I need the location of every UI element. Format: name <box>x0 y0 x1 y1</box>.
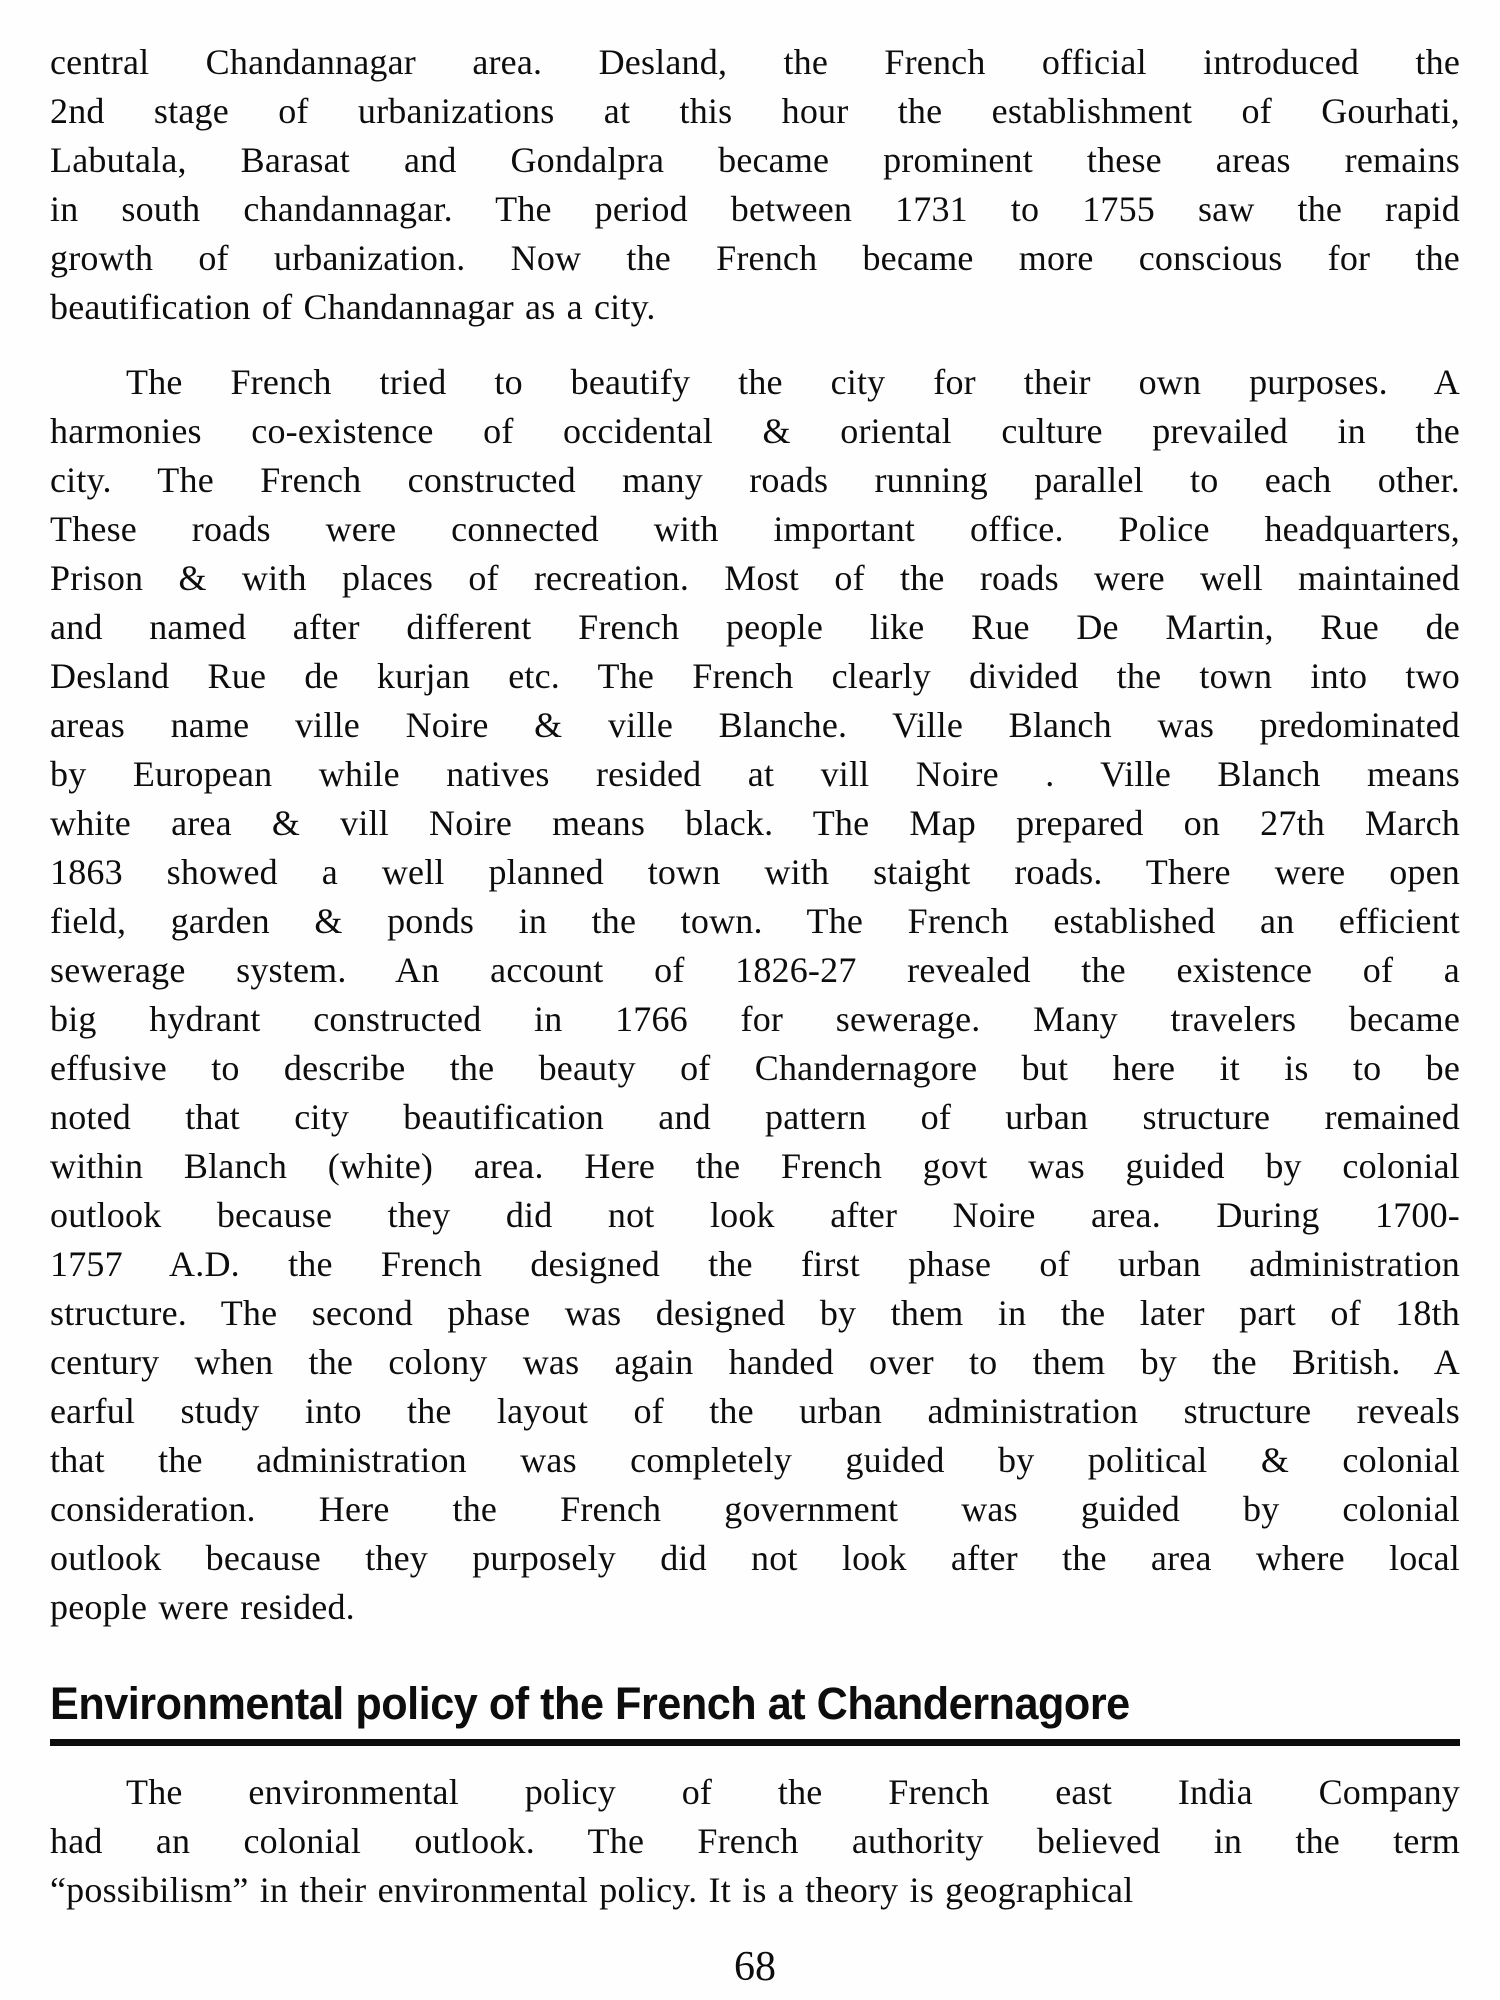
text-line: 2nd stage of urbanizations at this hour the establishment of Gourhati, <box>50 91 1460 131</box>
text-line: white area & vill Noire means black. The Map prepared on 27th March <box>50 803 1460 843</box>
text-line: areas name ville Noire & ville Blanche. Ville Blanch was predominated <box>50 705 1460 745</box>
text-line: Labutala, Barasat and Gondalpra became prominent these areas remains <box>50 140 1460 180</box>
text-line: earful study into the layout of the urban administration structure reveals <box>50 1391 1460 1431</box>
text-line: “possibilism” in their environmental policy. It is a theory is geographical <box>50 1870 1134 1910</box>
text-line: people were resided. <box>50 1587 355 1627</box>
text-line: 1757 A.D. the French designed the first phase of urban administration <box>50 1244 1460 1284</box>
body-text-upper <box>50 38 1460 1632</box>
text-line: outlook because they purposely did not look after the area where local <box>50 1538 1460 1578</box>
section-heading <box>50 1678 1460 1746</box>
text-line: Desland Rue de kurjan etc. The French clearly divided the town into two <box>50 656 1460 696</box>
text-line: outlook because they did not look after Noire area. During 1700- <box>50 1195 1460 1235</box>
text-line: Prison & with places of recreation. Most of the roads were well maintained <box>50 558 1460 598</box>
paragraph <box>50 38 1460 332</box>
page-number: 68 <box>734 1944 776 1990</box>
text-line: central Chandannagar area. Desland, the French official introduced the <box>50 42 1460 82</box>
text-line: harmonies co-existence of occidental & oriental culture prevailed in the <box>50 411 1460 451</box>
text-line: century when the colony was again handed over to them by the British. A <box>50 1342 1460 1382</box>
text-line: in south chandannagar. The period between 1731 to 1755 saw the rapid <box>50 189 1460 229</box>
paragraph <box>50 358 1460 1632</box>
paragraph <box>50 1768 1460 1915</box>
text-line: sewerage system. An account of 1826-27 revealed the existence of a <box>50 950 1460 990</box>
text-line: that the administration was completely guided by political & colonial <box>50 1440 1460 1480</box>
text-line: within Blanch (white) area. Here the French govt was guided by colonial <box>50 1146 1460 1186</box>
text-line: and named after different French people like Rue De Martin, Rue de <box>50 607 1460 647</box>
text-line: big hydrant constructed in 1766 for sewerage. Many travelers became <box>50 999 1460 1039</box>
text-line: These roads were connected with important office. Police headquarters, <box>50 509 1460 549</box>
text-line: The environmental policy of the French east India Company <box>126 1772 1460 1812</box>
text-line: field, garden & ponds in the town. The French established an efficient <box>50 901 1460 941</box>
text-line: effusive to describe the beauty of Chandernagore but here it is to be <box>50 1048 1460 1088</box>
body-text-lower <box>50 1768 1460 1915</box>
text-line: beautification of Chandannagar as a city. <box>50 287 656 327</box>
text-line: consideration. Here the French government was guided by colonial <box>50 1489 1460 1529</box>
text-line: by European while natives resided at vill Noire . Ville Blanch means <box>50 754 1460 794</box>
text-line: had an colonial outlook. The French authority believed in the term <box>50 1821 1460 1861</box>
text-line: city. The French constructed many roads running parallel to each other. <box>50 460 1460 500</box>
text-line: The French tried to beautify the city for their own purposes. A <box>126 362 1460 402</box>
text-line: noted that city beautification and pattern of urban structure remained <box>50 1097 1460 1137</box>
section-heading-text: Environmental policy of the French at Chandernagore <box>50 1678 1130 1729</box>
text-line: growth of urbanization. Now the French became more conscious for the <box>50 238 1460 278</box>
text-line: structure. The second phase was designed by them in the later part of 18th <box>50 1293 1460 1333</box>
text-line: 1863 showed a well planned town with staight roads. There were open <box>50 852 1460 892</box>
